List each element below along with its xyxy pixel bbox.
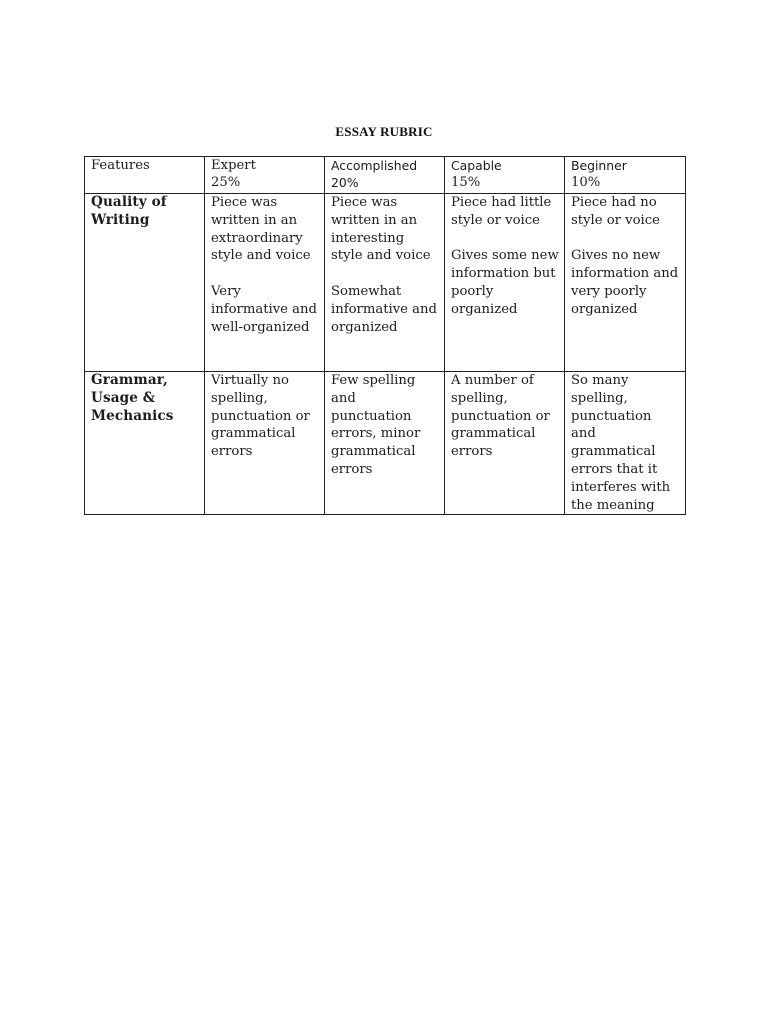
header-cell-beginner <box>565 157 686 194</box>
features-label: Features <box>91 158 150 173</box>
criteria-cell-beginner <box>565 194 686 372</box>
criteria-text: Somewhat informative and organized <box>331 283 437 335</box>
level-name: Capable <box>451 158 502 173</box>
criteria-text: Piece was written in an interesting style and voice <box>331 195 431 264</box>
header-cell-accomplished <box>325 157 445 194</box>
level-weight: 15% <box>451 175 481 190</box>
level-weight: 25% <box>211 175 241 190</box>
criteria-text: A number of spelling, punctuation or grammatical errors <box>451 373 550 460</box>
criteria-text: Gives no new information and very poorly organized <box>571 248 679 317</box>
table-row <box>85 372 686 515</box>
table-header-row <box>85 157 686 194</box>
criteria-cell-capable <box>445 372 565 515</box>
criteria-text: So many spelling, punctuation and grammatical errors that it interferes with the meaning <box>571 373 671 513</box>
feature-label: Quality of Writing <box>91 194 167 228</box>
level-name: Expert <box>211 158 256 173</box>
level-weight: 10% <box>571 175 601 190</box>
feature-cell <box>85 194 205 372</box>
criteria-text: Piece had little style or voice <box>451 195 552 228</box>
criteria-cell-expert <box>205 372 325 515</box>
header-cell-capable <box>445 157 565 194</box>
header-cell-expert <box>205 157 325 194</box>
criteria-text: Virtually no spelling, punctuation or grammatical errors <box>211 373 310 460</box>
document-title: ESSAY RUBRIC <box>335 124 433 139</box>
criteria-text: Piece was written in an extraordinary style and voice <box>211 195 311 264</box>
level-weight: 20% <box>331 175 359 190</box>
table-row <box>85 194 686 372</box>
criteria-cell-capable <box>445 194 565 372</box>
criteria-text: Gives some new information but poorly organized <box>451 248 559 317</box>
level-name: Beginner <box>571 158 627 173</box>
criteria-text: Few spelling and punctuation errors, minor grammatical errors <box>331 373 421 477</box>
criteria-cell-accomplished <box>325 194 445 372</box>
feature-label: Grammar, Usage & Mechanics <box>91 372 174 424</box>
rubric-table <box>84 156 686 515</box>
criteria-text: Piece had no style or voice <box>571 195 660 228</box>
criteria-cell-beginner <box>565 372 686 515</box>
criteria-text: Very informative and well-organized <box>211 283 317 335</box>
criteria-cell-accomplished <box>325 372 445 515</box>
level-name: Accomplished <box>331 158 418 173</box>
criteria-cell-expert <box>205 194 325 372</box>
feature-cell <box>85 372 205 515</box>
header-cell-features <box>85 157 205 194</box>
